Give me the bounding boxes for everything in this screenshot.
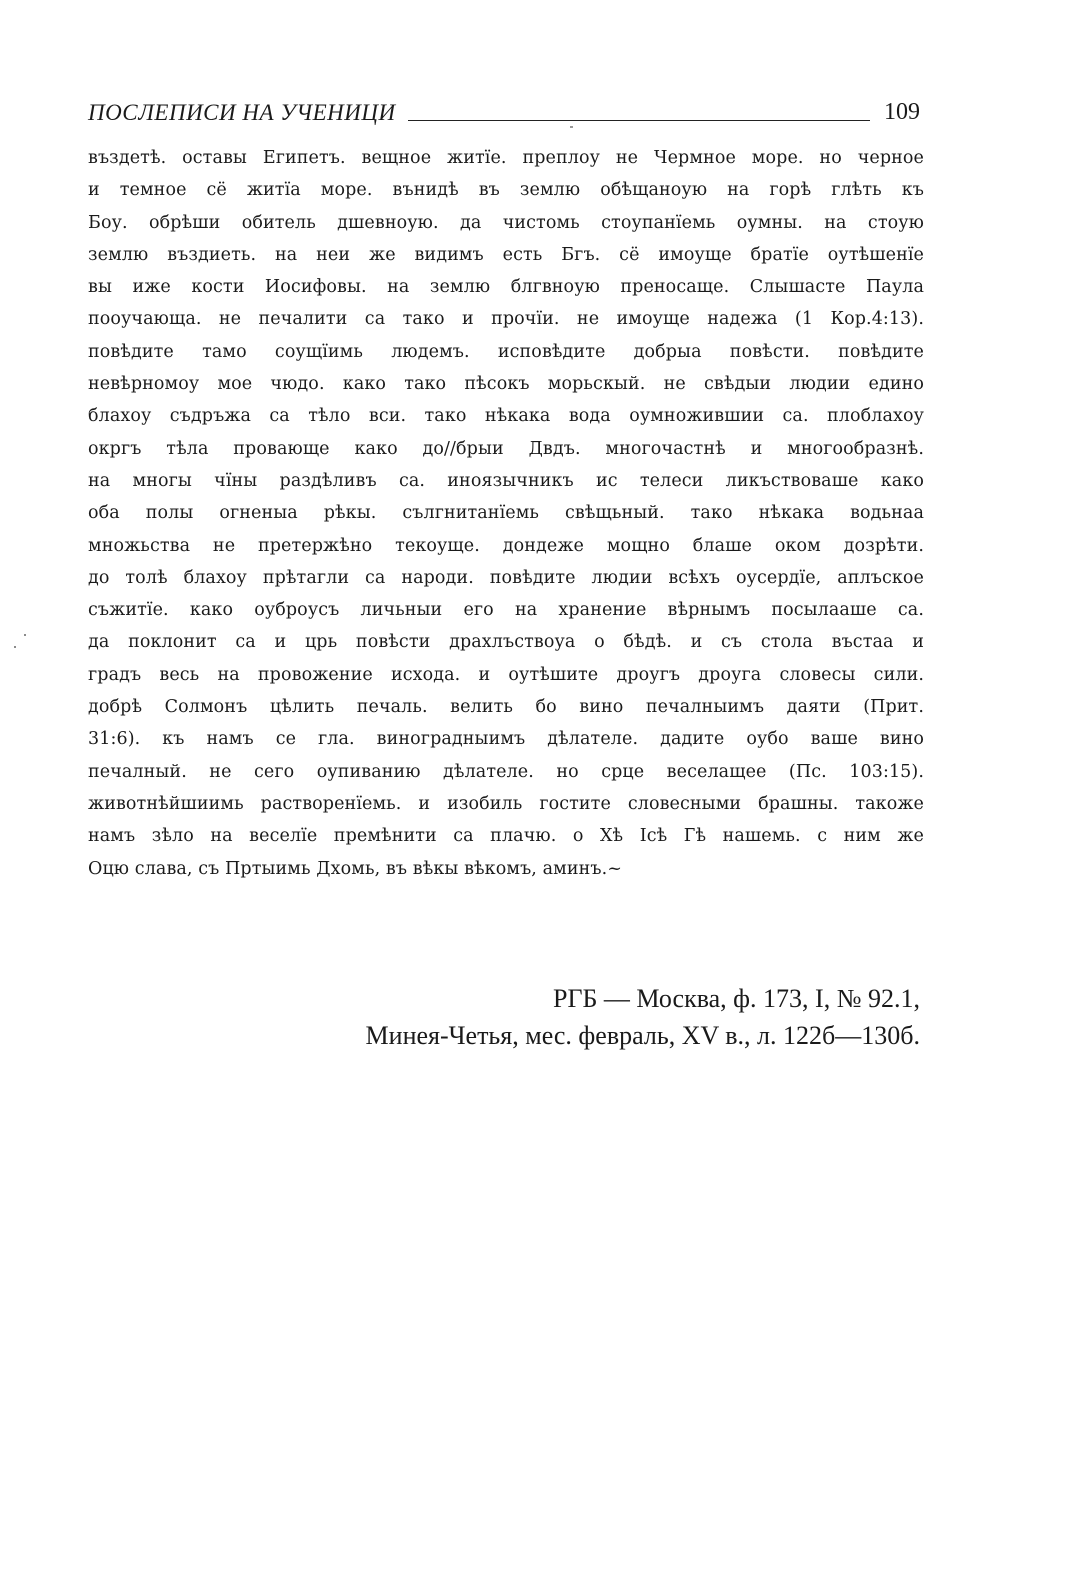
text-line: блахоу съдръжа са тѣло вси. тако нѣкака вода оумножившии са. плоблахоу xyxy=(88,406,924,427)
text-line: съжитїе. како оуброусъ личьныи его на хранение вѣрнымъ посылааше са. xyxy=(88,600,924,621)
source-manuscript-line: Минея-Четья, мес. февраль, XV в., л. 122б—130б. xyxy=(365,1021,920,1050)
text-line: да поклонит са и црь повѣсти драхлъствоуа о бѣдѣ. и съ стола въстаа и xyxy=(88,632,924,653)
text-line: печалный. не сего оупиванию дѣлателе. но срце веселащее (Пс. 103:15). xyxy=(88,761,924,782)
text-line: и темное сё житїа море. вънидѣ въ землю обѣщаноую на горѣ глѣть къ xyxy=(88,180,924,201)
text-line: добрѣ Солмонъ цѣлить печаль. велить бо вино печалныимъ даяти (Прит. xyxy=(88,697,924,718)
text-line: множьства не претержѣно текоуще. дондеже мощно блаше оком дозрѣти. xyxy=(88,535,924,556)
text-line: 31:6). къ намъ се гла. виноградныимъ дѣлателе. дадите оубо ваше вино xyxy=(88,729,924,750)
text-line: землю въздиеть. на неи же видимъ есть Бгъ. сё имоуще братїе оутѣшенїе xyxy=(88,244,924,265)
church-slavonic-text-block xyxy=(88,142,924,885)
text-line-final: Оцю слава, съ Пртыимь Дхомь, въ вѣкы вѣкомъ, аминъ.~ xyxy=(88,858,623,879)
speck xyxy=(14,646,16,648)
text-line: невѣрномоу мое чюдо. како тако пѣсокъ морьскый. не свѣдыи людии едино xyxy=(88,374,924,395)
text-line: на многы чїны раздѣливъ са. иноязычникъ ис телеси ликъствоваше како xyxy=(88,470,924,491)
text-line: повѣдите тамо соущїимь людемъ. исповѣдите добрыа повѣсти. повѣдите xyxy=(88,341,924,362)
page-number: 109 xyxy=(884,99,920,125)
manuscript-source-citation xyxy=(366,980,920,1054)
header-rule xyxy=(408,120,870,121)
text-line: вы иже кости Иосифовы. на землю блгвноую преносаще. Слышасте Паула xyxy=(88,277,924,298)
running-title: ПОСЛЕПИСИ НА УЧЕНИЦИ xyxy=(88,100,396,125)
text-line: въздетѣ. оставы Египетъ. вещное житїе. преплоу не Чермное море. но черное xyxy=(88,148,924,168)
text-line: окргъ тѣла провающе како до//брыи Двдъ. многочастнѣ и многообразнѣ. xyxy=(88,438,924,459)
margin-specks xyxy=(14,634,28,650)
text-line: до толѣ блахоу прѣтагли са народи. повѣдите людии всѣхъ оусердїе, аплъское xyxy=(88,567,924,588)
speck xyxy=(24,634,26,636)
source-archive-line: РГБ — Москва, ф. 173, I, № 92.1, xyxy=(553,984,920,1013)
running-header xyxy=(88,88,920,124)
text-line: животнѣйшиимь растворенїемь. и изобиль гостите словесными брашны. такоже xyxy=(88,793,924,814)
text-line: оба полы огненыа рѣкы. сългнитанїемь свѣщьный. тако нѣкака водьнаа xyxy=(88,503,924,524)
scan-speck xyxy=(570,126,573,128)
text-line: градъ весь на провожение исхода. и оутѣшите дроугъ дроуга словесы сили. xyxy=(88,664,924,685)
text-line: пооучающа. не печалити са тако и прочїи. не имоуще надежа (1 Кор.4:13). xyxy=(88,309,924,330)
text-line: намъ зѣло на веселїе премѣнити са плачю. о Хѣ Ісѣ Гѣ нашемь. с ним же xyxy=(88,826,924,847)
text-line: Боу. обрѣши обитель дшевноую. да чистомь стоупанїемь оумны. на стоую xyxy=(88,212,924,233)
